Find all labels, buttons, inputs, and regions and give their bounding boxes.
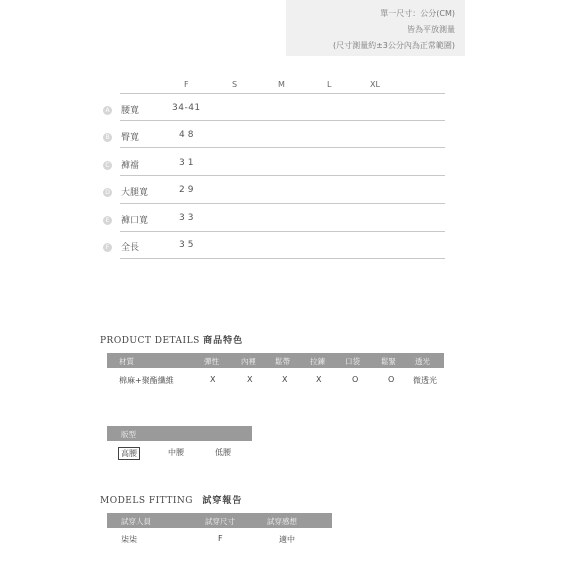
row-divider — [120, 231, 445, 232]
row-badge-f: F — [103, 243, 112, 252]
value-size: F — [218, 534, 223, 543]
value-lining: X — [247, 375, 253, 384]
row-label-thigh: 大腿寬 — [121, 188, 149, 198]
product-details-title-zh: 商品特色 — [203, 336, 244, 346]
row-divider — [120, 120, 445, 121]
header-model: 試穿人員 — [121, 517, 151, 526]
header-sheer: 透光 — [415, 357, 430, 366]
row-badge-e: E — [103, 216, 112, 225]
models-fitting-title-en: MODELS FITTING — [100, 496, 193, 506]
row-label-hem: 褲口寬 — [121, 216, 149, 226]
value-material: 棉麻+聚酯纖維 — [119, 376, 174, 385]
models-fitting-title-zh: 試穿報告 — [202, 496, 243, 506]
header-pocket: 口袋 — [345, 357, 360, 366]
row-badge-a: A — [103, 106, 112, 115]
product-header-bar — [107, 353, 444, 368]
fit-header-bar — [107, 426, 252, 441]
row-value-length: 35 — [179, 240, 197, 250]
row-label-hip: 臀寬 — [121, 133, 140, 143]
header-feedback: 試穿感想 — [267, 517, 297, 526]
row-divider — [120, 258, 445, 259]
measurement-note-box — [286, 0, 465, 56]
header-zipper: 拉鍊 — [310, 357, 325, 366]
size-header-l: L — [327, 80, 332, 89]
header-drawstring: 鬆帶 — [275, 357, 290, 366]
value-sheer: 微透光 — [413, 376, 437, 385]
fit-option-low-waist: 低腰 — [215, 448, 231, 457]
size-header-s: S — [232, 80, 238, 89]
size-header-f: F — [184, 80, 189, 89]
value-model: 柒柒 — [121, 535, 137, 544]
row-divider — [120, 93, 445, 94]
row-divider — [120, 175, 445, 176]
value-elastic: O — [388, 375, 395, 384]
size-header-xl: XL — [370, 80, 380, 89]
row-badge-b: B — [103, 133, 112, 142]
note-flat: 皆為平放測量 — [407, 25, 455, 34]
product-details-title-en: PRODUCT DETAILS — [100, 336, 200, 346]
row-value-hip: 48 — [179, 130, 197, 140]
row-label-rise: 褲襠 — [121, 161, 140, 171]
row-badge-d: D — [103, 188, 112, 197]
header-elasticity: 彈性 — [204, 357, 219, 366]
note-unit: 單一尺寸：公分(CM) — [380, 9, 455, 18]
value-pocket: O — [352, 375, 359, 384]
value-feedback: 適中 — [279, 535, 295, 544]
models-header-bar — [107, 513, 332, 528]
row-divider — [120, 147, 445, 148]
fit-option-high-waist: 高腰 — [118, 447, 140, 460]
row-value-rise: 31 — [179, 158, 197, 168]
fit-header-label: 版型 — [121, 430, 136, 439]
row-value-waist: 34-41 — [172, 103, 201, 113]
row-label-waist: 腰寬 — [121, 106, 140, 116]
models-fitting-title — [100, 493, 242, 506]
row-value-hem: 33 — [179, 213, 197, 223]
value-drawstring: X — [282, 375, 288, 384]
fit-option-mid-waist: 中腰 — [168, 448, 184, 457]
row-divider — [120, 203, 445, 204]
value-zipper: X — [316, 375, 322, 384]
header-lining: 內裡 — [241, 357, 256, 366]
header-elastic: 鬆緊 — [381, 357, 396, 366]
header-size: 試穿尺寸 — [205, 517, 235, 526]
header-material: 材質 — [119, 357, 134, 366]
row-label-length: 全長 — [121, 243, 140, 253]
note-tolerance: (尺寸測量約±3公分內為正常範圍) — [332, 41, 455, 50]
size-header-m: M — [278, 80, 285, 89]
row-value-thigh: 29 — [179, 185, 197, 195]
product-details-title — [100, 333, 243, 346]
value-elasticity: X — [210, 375, 216, 384]
row-badge-c: C — [103, 161, 112, 170]
